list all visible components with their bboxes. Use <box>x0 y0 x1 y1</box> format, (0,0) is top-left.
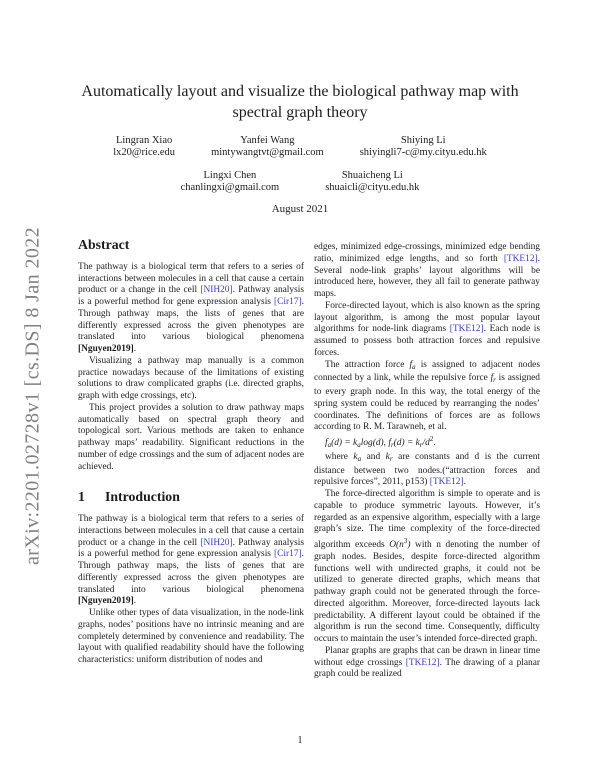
text-segment: Planar graphs are graphs that can be drawn in linear time without edge crossings <box>314 645 540 668</box>
text-segment: where <box>325 451 354 462</box>
paragraph <box>314 434 540 452</box>
text-segment: . Pathway analysis is a powerful method for gene expression analysis <box>78 537 304 560</box>
text-segment: (d) = k <box>331 438 358 448</box>
text-segment: r <box>493 376 496 385</box>
paragraph <box>314 452 540 489</box>
author-name: Lingxi Chen <box>203 170 257 181</box>
author-email: chanlingxi@gmail.com <box>180 181 280 193</box>
text-segment: is assigned to every graph node. In this way, the total energy of the spring system could be reduced by rearranging the nodes’ coordinates. The definitions of forces are as follows according to R. M. Tarawneh, et al. <box>314 373 540 433</box>
citation-link[interactable]: [Cir17] <box>274 549 302 560</box>
page-number: 1 <box>297 735 303 746</box>
text-segment: The force-directed algorithm is simple to operate and is capable to produce symmetric layouts. However, it’s regarded as an expensive algorithm, especially with a large graph’s size. The time complexity of the force-directed algorithm exceeds <box>314 489 540 550</box>
text-segment: with n denoting the number of graph nodes. Besides, despite force-directed algorithm functions well with undirected graphs, it could not be utilized to generate directed graphs, which means that pathway graph could not be generated through the force-directed algorithm. Moreover, force-directed layouts lack predictability. A different layout could be obtained if the algorithm is run the second time. Consequently, difficulty occurs to maintain the user’s intended force-directed graph. <box>314 540 540 644</box>
text-segment: [Nguyen2019] <box>78 344 134 355</box>
paragraph <box>314 360 540 435</box>
text-segment: , <box>383 438 389 448</box>
text-segment: (d) = k <box>393 438 420 448</box>
text-segment: f <box>325 438 328 448</box>
text-segment: The attraction force <box>325 359 410 370</box>
text-segment: /d <box>422 438 430 448</box>
text-segment: 2 <box>429 435 434 443</box>
text-segment: a <box>357 454 362 463</box>
paragraph <box>314 242 540 301</box>
text-segment: a <box>412 362 416 371</box>
text-segment: . Each node is assumed to possess both attraction forces and repulsive forces. <box>314 324 540 358</box>
left-column <box>78 237 304 681</box>
author-email: shuaicli@cityu.edu.hk <box>325 181 420 193</box>
text-segment: This project provides a solution to draw pathway maps automatically based on spectral graph theory and topological sort. Various methods are taken to enhance pathway maps’ readability. Significant reductions in the number of edge crossings and the sum of adjacent nodes are achieved. <box>78 402 304 472</box>
citation-link[interactable]: [NIH20] <box>200 285 233 296</box>
author-block <box>181 170 280 193</box>
text-segment: ) <box>407 540 411 550</box>
two-column-body <box>78 237 540 681</box>
text-segment: The pathway is a biological term that refers to a series of interactions between molecules in a cell that cause a certain product or a change in the cell <box>78 261 304 296</box>
section-heading: Abstract <box>78 237 130 252</box>
text-segment: is assigned to adjacent nodes connected by a link, while the repulsive force <box>314 359 540 384</box>
paper-title: Automatically layout and visualize the biological pathway map with spectral graph theory <box>81 83 519 122</box>
author-email: lx20@rice.edu <box>113 146 176 158</box>
paragraph <box>314 489 540 646</box>
text-segment: The pathway is a biological term that refers to a series of interactions between molecules in a cell that cause a certain product or a change in the cell <box>78 514 304 548</box>
text-segment: . <box>433 438 436 448</box>
citation-link[interactable]: [TKE12] <box>503 253 538 264</box>
paper-date: August 2021 <box>271 203 329 215</box>
text-segment: r <box>390 441 394 449</box>
citation-link[interactable]: [TKE12] <box>449 324 484 335</box>
text-segment: . Pathway analysis is a powerful method for gene expression analysis <box>78 285 304 308</box>
author-block <box>325 170 419 193</box>
section-heading: 1 Introduction <box>78 489 180 505</box>
author-name: Shuaicheng Li <box>341 170 403 181</box>
author-email: mintywangtvt@gmail.com <box>211 146 324 158</box>
text-segment: . <box>133 596 137 607</box>
author-name: Shiying Li <box>400 135 446 146</box>
text-segment: f <box>490 373 494 384</box>
text-segment: 3 <box>403 537 408 545</box>
text-segment: Unlike other types of data visualization, in the node-link graphs, nodes’ positions have no intrinsic meaning and are completely determined by convenience and readability. The layout with qualified readability should have the following characteristics: uniform distribution of nodes and <box>78 608 304 666</box>
text-segment: a <box>327 441 332 449</box>
author-block <box>211 135 324 158</box>
text-segment: are constants and d is the current distance between two nodes.(“attraction forces and repulsive forces”, 2011, p153) <box>314 451 540 488</box>
author-row-2 <box>0 170 600 193</box>
text-segment: r <box>389 454 393 463</box>
text-segment: log(d) <box>360 438 384 448</box>
text-segment: . Through pathway maps, the lists of genes that are differently expressed across the given phenotypes are translated into various biological phenomena <box>78 297 304 343</box>
paragraph <box>314 646 540 681</box>
arxiv-watermark: arXiv:2201.02728v1 [cs.DS] 8 Jan 2022 <box>21 226 44 566</box>
text-segment: a <box>357 441 361 449</box>
text-segment: . <box>463 477 466 488</box>
text-segment: r <box>419 441 423 449</box>
text-segment: [Nguyen2019] <box>78 596 134 607</box>
text-segment: edges, minimized edge-crossings, minimized edge bending ratio, minimized edge lengths, and so forth <box>314 242 540 264</box>
text-segment: Force-directed layout, which is also known as the spring layout algorithm, is among the most popular layout algorithms for node-link diagrams <box>314 300 540 335</box>
text-segment: f <box>388 438 391 448</box>
author-block <box>113 135 175 158</box>
author-row-1 <box>0 135 600 158</box>
text-segment: k <box>385 451 390 462</box>
paragraph <box>78 262 304 356</box>
text-segment: and <box>361 451 386 462</box>
text-segment: O(n <box>389 540 404 550</box>
citation-link[interactable]: [TKE12] <box>405 657 440 668</box>
text-segment: . Through pathway maps, the lists of genes that are differently expressed across the given phenotypes are translated into various biological phenomena <box>78 549 304 595</box>
citation-link[interactable]: [TKE12] <box>429 477 464 488</box>
text-segment: . The drawing of a planar graph could be realized <box>314 657 540 680</box>
paragraph <box>314 301 540 360</box>
citation-link[interactable]: [Cir17] <box>274 297 302 308</box>
text-segment: f <box>409 359 413 370</box>
paragraph <box>78 514 304 608</box>
author-block <box>360 135 487 158</box>
author-email: shiyingli7-c@my.cityu.edu.hk <box>359 146 487 158</box>
right-column <box>314 237 540 681</box>
text-segment: . Several node-link graphs’ layout algorithms will be introduced here, however, they all fail to generate pathway maps. <box>314 253 540 299</box>
text-segment: . <box>133 344 137 355</box>
paragraph <box>78 403 304 474</box>
author-name: Yanfei Wang <box>240 135 295 146</box>
text-segment: k <box>353 451 358 462</box>
text-segment: Visualizing a pathway map manually is a common practice nowadays because of the limitations of existing solutions to draw complicated graphs (i.e. directed graphs, graph with edge crossings, etc). <box>78 355 304 402</box>
author-name: Lingran Xiao <box>115 135 173 146</box>
section-number: 1 <box>78 489 85 505</box>
paragraph <box>78 356 304 403</box>
citation-link[interactable]: [NIH20] <box>200 537 233 548</box>
paragraph <box>78 608 304 667</box>
